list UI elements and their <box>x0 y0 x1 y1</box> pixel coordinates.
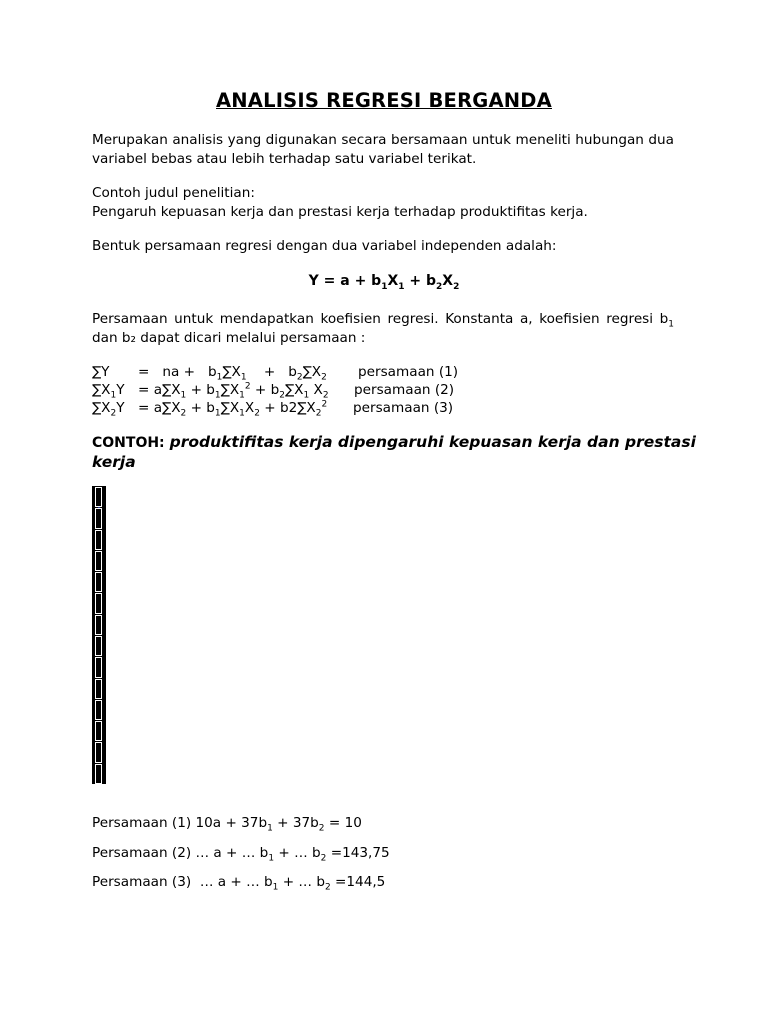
table-cell <box>95 721 102 741</box>
eq3-rhs: = $a\sum X_2 + b_1\sum X_1X_2 + b2\sum X_2^2$ <box>138 399 328 419</box>
eq1-lhs: ∑Y <box>92 364 110 380</box>
contoh-text-2: kerja <box>92 453 136 471</box>
example-title-text: Pengaruh kepuasan kerja dan prestasi kerja terhadap produktifitas kerja. <box>92 204 588 220</box>
table-cell <box>95 530 102 550</box>
normal-equation-1 <box>92 363 459 383</box>
example-title-block <box>92 184 674 222</box>
table-cell <box>95 572 102 592</box>
main-equation: $Y = a + b_1X_1 + b_2X_2$ <box>308 273 460 292</box>
coef-line-2: dan b₂ dapat dicari melalui persamaan : <box>92 330 366 346</box>
page-title: ANALISIS REGRESI BERGANDA <box>216 89 552 112</box>
table-cell <box>95 679 102 699</box>
table-cell <box>95 551 102 571</box>
eq2-rhs: = $a\sum X_1 + b_1\sum X_1^2 + b_2\sum X_1$ $X_2$ <box>138 381 329 401</box>
eq2-lhs: $\sum X_1Y$ <box>92 382 125 401</box>
table-cell <box>95 593 102 613</box>
coef-line-1: Persamaan untuk mendapatkan koefisien regresi. Konstanta a, koefisien regresi $b_1$ <box>92 311 674 330</box>
table-cell <box>95 636 102 656</box>
eq2-tag: persamaan (2) <box>354 382 455 398</box>
example-title-label: Contoh judul penelitian: <box>92 185 255 201</box>
table-cell <box>95 487 102 507</box>
table-cell <box>95 615 102 635</box>
result-equation-2: Persamaan (2) … a + … $b_1$ + … $b_2 =143,75$ <box>92 845 390 864</box>
contoh-label: CONTOH: <box>92 435 165 451</box>
eq1-rhs: = na + $b_1\sum X_1$ + $b_2\sum X_2$ <box>138 364 327 383</box>
table-cell <box>95 508 102 528</box>
table-cell <box>95 700 102 720</box>
intro-line-2: variabel bebas atau lebih terhadap satu variabel terikat. <box>92 151 477 167</box>
table-cell <box>95 742 102 762</box>
table-cell <box>95 764 102 784</box>
eq3-tag: persamaan (3) <box>353 400 454 416</box>
contoh-block <box>92 433 696 472</box>
normal-equation-2 <box>92 381 455 401</box>
data-table-collapsed <box>92 486 106 784</box>
equation-intro: Bentuk persamaan regresi dengan dua variabel independen adalah: <box>92 238 557 254</box>
normal-equation-3 <box>92 399 454 419</box>
contoh-text-1: produktifitas kerja dipengaruhi kepuasan kerja dan prestasi <box>169 433 696 451</box>
table-cell <box>95 657 102 677</box>
coefficient-intro <box>92 310 674 348</box>
contoh-line-1 <box>92 433 696 453</box>
eq3-lhs: $\sum X_2Y$ <box>92 400 125 419</box>
intro-line-1: Merupakan analisis yang digunakan secara bersamaan untuk meneliti hubungan dua <box>92 132 674 148</box>
eq1-tag: persamaan (1) <box>358 364 459 380</box>
result-equation-1: Persamaan (1) $10a + 37b_1 + 37b_2 = 10$ <box>92 815 362 834</box>
result-equation-3: Persamaan (3) … a + … $b_1$ + … $b_2 =144,5$ <box>92 874 386 893</box>
intro-paragraph <box>92 131 674 169</box>
